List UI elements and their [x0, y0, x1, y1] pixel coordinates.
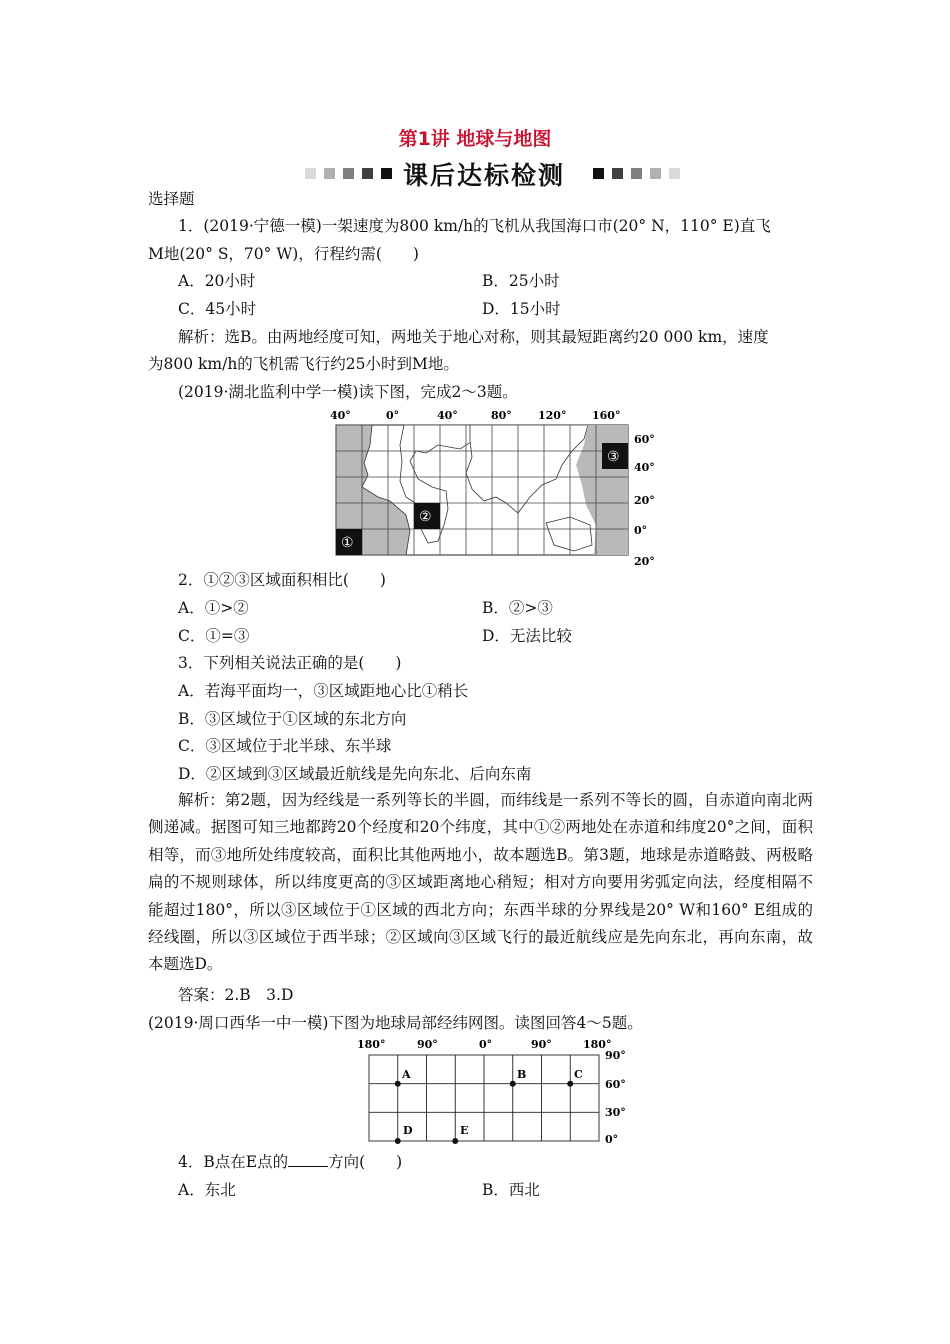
point-d — [395, 1138, 401, 1144]
q3-option-b: B．③区域位于①区域的东北方向 — [178, 710, 407, 728]
region-1-label: ① — [341, 535, 354, 551]
map1-top-label: 0° — [386, 409, 400, 422]
page-title: 第1讲 地球与地图 — [398, 128, 552, 150]
banner-square — [381, 168, 392, 179]
map2-top-label: 90° — [531, 1038, 552, 1051]
map2-right-label: 60° — [605, 1078, 626, 1091]
map1-right-label: 20° — [634, 555, 655, 568]
q1-option-a: A．20小时 — [178, 272, 256, 290]
point-e-label: E — [460, 1124, 469, 1137]
q4-option-b: B．西北 — [482, 1181, 540, 1199]
map1-top-label: 40° — [437, 409, 458, 422]
point-b — [510, 1081, 516, 1087]
banner-square — [631, 168, 642, 179]
map1-top-label: 80° — [491, 409, 512, 422]
section-banner — [305, 156, 675, 190]
map1-right-label: 40° — [634, 461, 655, 474]
q2-option-a: A．①>② — [178, 599, 249, 617]
q3-option-c: C．③区域位于北半球、东半球 — [178, 737, 392, 755]
banner-square — [669, 168, 680, 179]
section-label: 选择题 — [148, 190, 195, 208]
map2-top-label: 180° — [357, 1038, 386, 1051]
q4-stem-part1: 4．B点在E点的 — [178, 1153, 289, 1171]
banner-square — [324, 168, 335, 179]
point-c — [567, 1081, 573, 1087]
q2-stem: 2．①②③区域面积相比( ) — [178, 571, 386, 589]
map2-top-label: 180° — [583, 1038, 612, 1051]
world-grid-map — [320, 405, 660, 570]
point-e — [452, 1138, 458, 1144]
map2-right-label: 0° — [605, 1133, 619, 1146]
map1-top-label: 40° — [330, 409, 351, 422]
q2-q3-analysis: 解析：第2题，因为经线是一系列等长的半圆，而纬线是一系列不等长的圆，自赤道向南北两侧递减。据图可知三地都跨20个经度和20个纬度，其中①②两地处在赤道和纬度20°之间，面积相等，而③地所处纬度较高，面积比其他两地小，故本题选B。第3题，地球是赤道略鼓、两极略扁的不规则球体，所以纬度更高的③区域距离地心稍短；相对方向要用劣弧定向法，经度相隔不能超过180°，所以③区域位于①区域的西北方向；东西半球的分界线是20° W和160° E组成的经线圈，所以③区域位于西半球；②区域向③区域飞行的最近航线应是先向东北，再向东南，故本题选D。 — [148, 791, 813, 974]
q1-option-d: D．15小时 — [482, 300, 561, 318]
map2-right-label: 90° — [605, 1049, 626, 1062]
banner-square — [362, 168, 373, 179]
q3-option-a: A．若海平面均一，③区域距地心比①稍长 — [178, 682, 469, 700]
q3-option-d: D．②区域到③区域最近航线是先向东北、后向东南 — [178, 765, 532, 783]
map2-top-label: 0° — [479, 1038, 493, 1051]
q4-option-a: A．东北 — [178, 1181, 236, 1199]
banner-title: 课后达标检测 — [403, 161, 566, 190]
q1-stem-line2: M地(20° S，70° W)，行程约需( ) — [148, 245, 419, 263]
q1-option-c: C．45小时 — [178, 300, 257, 318]
answer-blank — [288, 1152, 328, 1167]
q1-analysis-line2: 为800 km/h的飞机需飞行约25小时到M地。 — [148, 355, 459, 373]
banner-square — [650, 168, 661, 179]
banner-square — [593, 168, 604, 179]
banner-square — [612, 168, 623, 179]
map2-top-label: 90° — [417, 1038, 438, 1051]
intro-q4-q5: (2019·周口西华一中一模)下图为地球局部经纬网图。读图回答4～5题。 — [148, 1014, 643, 1032]
point-b-label: B — [517, 1068, 527, 1081]
q2-option-c: C．①=③ — [178, 627, 250, 645]
banner-square — [305, 168, 316, 179]
map1-top-label: 160° — [592, 409, 621, 422]
q1-analysis-line1: 解析：选B。由两地经度可知，两地关于地心对称，则其最短距离约20 000 km，速度 — [178, 328, 769, 346]
lat-lon-grid-map — [355, 1036, 635, 1148]
map1-right-label: 20° — [634, 494, 655, 507]
map2-right-label: 30° — [605, 1106, 626, 1119]
q2-option-d: D．无法比较 — [482, 627, 572, 645]
q2-option-b: B．②>③ — [482, 599, 553, 617]
point-d-label: D — [403, 1124, 413, 1137]
map1-right-label: 0° — [634, 524, 648, 537]
q3-stem: 3．下列相关说法正确的是( ) — [178, 654, 402, 672]
q4-stem-part2: 方向( ) — [328, 1153, 403, 1171]
intro-q2-q3: (2019·湖北监利中学一模)读下图，完成2～3题。 — [178, 383, 518, 401]
region-3-label: ③ — [607, 449, 620, 465]
point-c-label: C — [574, 1068, 583, 1081]
q1-option-b: B．25小时 — [482, 272, 560, 290]
answer-q2-q3: 答案：2.B 3.D — [178, 986, 294, 1004]
point-a — [395, 1081, 401, 1087]
map1-right-label: 60° — [634, 433, 655, 446]
point-a-label: A — [402, 1068, 411, 1081]
q1-stem-line1: 1．(2019·宁德一模)一架速度为800 km/h的飞机从我国海口市(20° N，110° E)直飞 — [178, 217, 771, 235]
banner-square — [343, 168, 354, 179]
q4-stem — [178, 1152, 402, 1172]
map1-top-label: 120° — [538, 409, 567, 422]
region-2-label: ② — [419, 509, 432, 525]
